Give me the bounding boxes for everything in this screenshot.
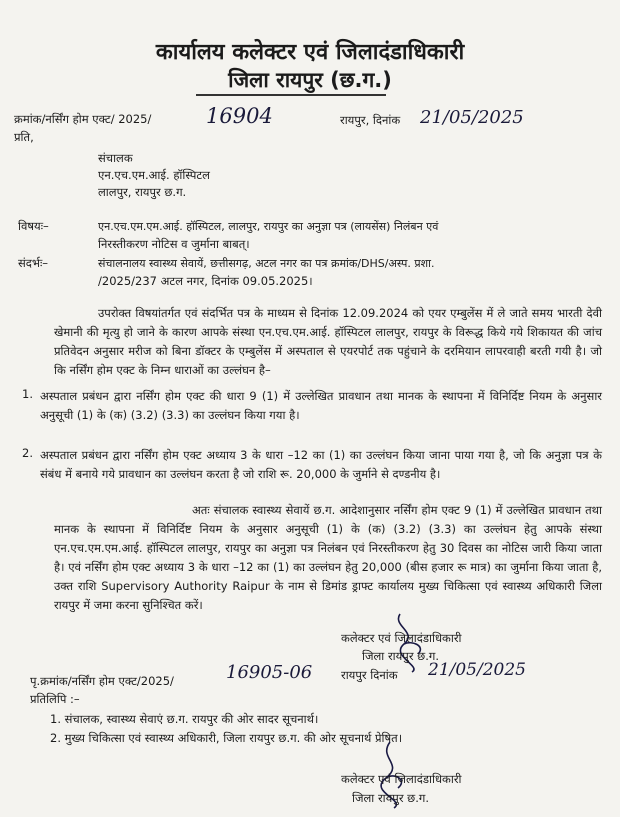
body-paragraph-2: अतः संचालक स्वास्थ्य सेवायें छ.ग. आदेशानुसार नर्सिंग होम एक्ट 9 (1) में उल्लेखित प्रावधान तथा मानक के स्थापना में विनिर्दिष्ट नियम के अनुसार अनुसूची (1) के (क) (3.2) (3.3) का उल्लंघन हेतु आपके संस्था एन.एच.एम.एम.आई. हॉस्पिटल लालपुर, रायपुर का अनुज्ञा पत्र निलंबन एवं निरस्तीकरण हेतु 30 दिवस का नोटिस जारी किया जाता है। एवं नर्सिंग होम एक्ट अध्याय 3 के धारा –12 का (1) का उल्लंघन हेतु 20,000 (बीस हजार रू मात्र) का जुर्माना किया जाता है, उक्त राशि Supervisory Authority Raipur के नाम से डिमांड ड्राफ्ट कार्यालय मुख्य चिकित्सा एवं स्वास्थ्य अधिकारी जिला रायपुर में जमा करना सुनिश्चित करें।	[54, 503, 602, 612]
ref2-date: 21/05/2025	[428, 660, 526, 680]
ref2-place-date-label: रायपुर दिनांक	[341, 668, 398, 682]
subject-label: विषयः–	[18, 219, 49, 233]
subject-line1: एन.एच.एम.एम.आई. हॉस्पिटल, लालपुर, रायपुर का अनुज्ञा पत्र (लायसेंस) निलंबन एवं	[98, 220, 439, 233]
ref-number: 16904	[206, 104, 273, 128]
copy-item-1: 1. संचालक, स्वास्थ्य सेवाएं छ.ग. रायपुर की ओर सादर सूचनार्थ।	[50, 712, 319, 726]
signature1-district: जिला रायपुर छ.ग.	[362, 649, 440, 663]
prati-label: प्रति,	[14, 130, 34, 144]
addressee-line2: एन.एच.एम.आई. हॉस्पिटल	[98, 168, 210, 182]
reference-line1: संचालनालय स्वास्थ्य सेवायें, छत्तीसगढ़, अटल नगर का पत्र क्रमांक/DHS/अस्प. प्रशा.	[98, 257, 435, 270]
ref-place-date-label: रायपुर, दिनांक	[340, 113, 401, 127]
violation-item-1: अस्पताल प्रबंधन द्वारा नर्सिंग होम एक्ट की धारा 9 (1) में उल्लेखित प्रावधान तथा मानक के स्थापना में विनिर्दिष्ट नियम के अनुसार अनुसूची (1) के (क) (3.2) (3.3) का उल्लंघन किया गया है।	[40, 389, 602, 422]
district-title: जिला रायपुर (छ.ग.)	[228, 68, 392, 92]
body-paragraph-1: उपरोक्त विषयांतर्गत एवं संदर्भित पत्र के माध्यम से दिनांक 12.09.2024 को एयर एम्बुलेंस में ले जाते समय भारती देवी खेमानी की मृत्यु हो जाने के कारण आपके संस्था एन.एच.एम.आई. हॉस्पिटल लालपुर, रायपुर के विरूद्ध किये गये शिकायत की जांच प्रतिवेदन अनुसार मरीज को बिना डॉक्टर के एम्बुलेंस में अस्पताल से एयरपोर्ट तक पहुंचाने के दरमियान लापरवाही बरती गयी है। जो कि नर्सिंग होम एक्ट के निम्न धाराओं का उल्लंघन है–	[54, 306, 602, 377]
ref2-number: 16905-06	[226, 662, 313, 683]
reference-label: संदर्भः–	[18, 256, 49, 270]
item1-number: 1.	[22, 387, 33, 401]
copy-item-2: 2. मुख्य चिकित्सा एवं स्वास्थ्य अधिकारी, जिला रायपुर छ.ग. की ओर सूचनार्थ प्रेषित।	[50, 731, 403, 745]
subject-line2: निरस्तीकरण नोटिस व जुर्माना बाबत्।	[98, 237, 250, 251]
signature2-district: जिला रायपुर छ.ग.	[352, 791, 430, 805]
title-underline	[196, 94, 386, 96]
ref-date: 21/05/2025	[420, 107, 524, 128]
reference-line2: /2025/237 अटल नगर, दिनांक 09.05.2025।	[98, 274, 313, 288]
addressee-line1: संचालक	[98, 151, 133, 165]
ref-label: क्रमांक/नर्सिंग होम एक्ट/ 2025/	[14, 112, 152, 126]
addressee-line3: लालपुर, रायपुर छ.ग.	[98, 185, 187, 199]
signature2-designation: कलेक्टर एवं जिलादंडाधिकारी	[341, 772, 462, 786]
item2-number: 2.	[22, 446, 33, 460]
signature1-designation: कलेक्टर एवं जिलादंडाधिकारी	[341, 631, 462, 645]
copy-label: प्रतिलिपि :–	[30, 692, 80, 706]
violation-item-2: अस्पताल प्रबंधन द्वारा नर्सिंग होम एक्ट अध्याय 3 के धारा –12 का (1) का उल्लंघन किया जाना पाया गया है, जो कि अनुज्ञा पत्र के संबंध में बनाये गये प्रावधान का उल्लंघन करता है जो राशि रू. 20,000 के जुर्माने से दण्डनीय है।	[40, 448, 602, 481]
office-title: कार्यालय कलेक्टर एवं जिलादंडाधिकारी	[155, 40, 465, 65]
ref2-label: पृ.क्रमांक/नर्सिंग होम एक्ट/2025/	[30, 674, 174, 688]
